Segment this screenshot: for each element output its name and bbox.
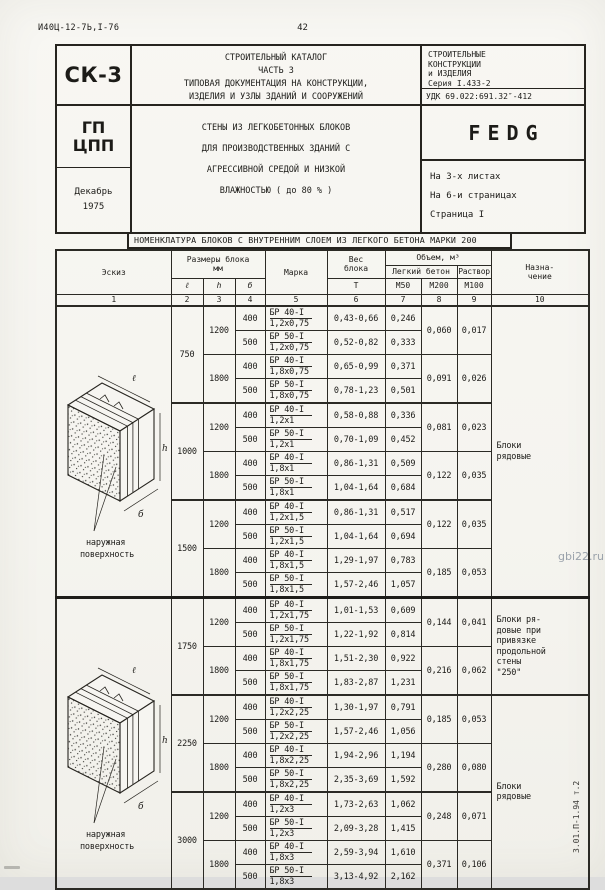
text-line: АГРЕССИВНОЙ СРЕДОЙ И НИЗКОЙ — [206, 165, 346, 175]
cell-width: 500 — [235, 379, 265, 404]
cell-length: 2250 — [171, 695, 203, 792]
cell-width: 400 — [235, 306, 265, 331]
title-block-row-1 — [57, 46, 584, 106]
cell-height: 1800 — [203, 744, 235, 793]
outer-surface-label: наружная — [85, 538, 126, 548]
cell-height: 1200 — [203, 306, 235, 355]
cell-volume-m50: 1,062 — [385, 792, 421, 817]
col-number: 6 — [327, 294, 385, 306]
cell-width: 500 — [235, 768, 265, 793]
cell-height: 1800 — [203, 355, 235, 404]
cell-width: 500 — [235, 671, 265, 696]
cell-weight: 2,35-3,69 — [327, 768, 385, 793]
table-row — [56, 306, 589, 331]
cell-mark: БР 50-I 1,8х2,25 — [265, 768, 327, 793]
col-number: 7 — [385, 294, 421, 306]
page-number: 42 — [297, 23, 308, 33]
cell-weight: 1,83-2,87 — [327, 671, 385, 696]
doc-code: И40Ц-12-7Ь,I-76 — [38, 23, 120, 33]
text-line: На 6-и страницах — [430, 191, 517, 201]
col-header-weight — [327, 250, 385, 278]
text-line: мм — [213, 264, 223, 274]
cell-height: 1200 — [203, 598, 235, 647]
col-header-mortar: Раствор — [457, 265, 491, 278]
table-row — [56, 598, 589, 623]
col-header-sketch: Эскиз — [56, 250, 171, 294]
cell-volume-m200: 0,185 — [421, 695, 457, 744]
cell-volume-m100: 0,035 — [457, 452, 491, 501]
cell-height: 1200 — [203, 695, 235, 744]
dim-l-label: ℓ — [131, 666, 136, 676]
text-line: ЧАСТЬ 3 — [258, 66, 294, 76]
cell-volume-m100: 0,053 — [457, 695, 491, 744]
cell-weight: 1,30-1,97 — [327, 695, 385, 720]
title-block-row-2 — [57, 106, 584, 232]
issue-date — [57, 168, 130, 232]
cell-width: 400 — [235, 695, 265, 720]
publisher-block — [57, 106, 132, 232]
stamp-block — [422, 106, 584, 232]
cell-purpose: Блоки рядовые — [491, 695, 589, 889]
cell-weight: 1,57-2,46 — [327, 720, 385, 744]
cell-volume-m50: 0,452 — [385, 428, 421, 452]
col-header-light-concrete: Легкий бетон — [385, 265, 457, 278]
cell-length: 750 — [171, 306, 203, 403]
cell-volume-m50: 0,684 — [385, 476, 421, 501]
col-number: 10 — [491, 294, 589, 306]
sketch-cell — [56, 598, 171, 890]
col-number: 1 — [56, 294, 171, 306]
cell-weight: 2,59-3,94 — [327, 841, 385, 865]
cell-mark: БР 50-I 1,8х0,75 — [265, 379, 327, 404]
cell-volume-m50: 0,694 — [385, 525, 421, 549]
cell-volume-m100: 0,053 — [457, 549, 491, 598]
block-sketch — [58, 333, 170, 567]
cell-volume-m200: 0,371 — [421, 841, 457, 890]
cell-weight: 1,01-1,53 — [327, 598, 385, 623]
cell-volume-m50: 0,517 — [385, 500, 421, 525]
title-block — [55, 44, 586, 234]
cell-width: 400 — [235, 403, 265, 428]
cell-mark: БР 40-I 1,8х1,5 — [265, 549, 327, 573]
outer-surface-label: наружная — [85, 830, 126, 840]
cell-width: 500 — [235, 865, 265, 890]
cell-mark: БР 40-I 1,2х1 — [265, 403, 327, 428]
cell-volume-m50: 0,509 — [385, 452, 421, 476]
text-line: Назна- — [525, 262, 555, 272]
text-line: Декабрь — [74, 187, 113, 197]
cell-length: 3000 — [171, 792, 203, 889]
cell-mark: БР 50-I 1,2х0,75 — [265, 331, 327, 355]
cell-height: 1200 — [203, 500, 235, 549]
text-line: Размеры блока — [186, 254, 250, 264]
text-line: ДЛЯ ПРОИЗВОДСТВЕННЫХ ЗДАНИЙ С — [201, 144, 351, 154]
cell-width: 400 — [235, 549, 265, 573]
text-line: 1975 — [82, 202, 105, 212]
stamp-code: FEDG — [422, 106, 584, 161]
cell-volume-m50: 0,814 — [385, 623, 421, 647]
watermark: gbi22.ru — [558, 550, 605, 563]
cell-width: 500 — [235, 331, 265, 355]
col-header-h: h — [203, 278, 235, 294]
text-line: СТЕНЫ ИЗ ЛЕГКОБЕТОННЫХ БЛОКОВ — [201, 123, 351, 133]
cell-mark: БР 50-I 1,8х1 — [265, 476, 327, 501]
cell-width: 400 — [235, 452, 265, 476]
catalog-name — [132, 46, 422, 104]
text-line: СТРОИТЕЛЬНЫЕ — [428, 50, 486, 59]
cell-volume-m200: 0,060 — [421, 306, 457, 355]
cell-mark: БР 40-I 1,2х1,75 — [265, 598, 327, 623]
col-number: 2 — [171, 294, 203, 306]
cell-mark: БР 40-I 1,2х0,75 — [265, 306, 327, 331]
nomenclature-table — [55, 249, 590, 890]
cell-volume-m50: 0,501 — [385, 379, 421, 404]
cell-width: 500 — [235, 476, 265, 501]
cell-length: 1000 — [171, 403, 203, 500]
cell-weight: 0,52-0,82 — [327, 331, 385, 355]
cell-volume-m200: 0,122 — [421, 452, 457, 501]
cell-volume-m50: 1,194 — [385, 744, 421, 768]
cell-volume-m100: 0,062 — [457, 647, 491, 696]
cell-width: 400 — [235, 647, 265, 671]
column-numbers-row — [56, 294, 589, 306]
cell-volume-m50: 1,231 — [385, 671, 421, 696]
cell-weight: 1,57-2,46 — [327, 573, 385, 598]
cell-volume-m50: 2,162 — [385, 865, 421, 890]
dim-b-label: б — [137, 510, 144, 520]
cell-mark: БР 50-I 1,2х1 — [265, 428, 327, 452]
publisher-abbrev — [57, 106, 130, 168]
cell-width: 400 — [235, 841, 265, 865]
text-line: Страница I — [430, 210, 485, 220]
cell-weight: 0,78-1,23 — [327, 379, 385, 404]
cell-volume-m100: 0,023 — [457, 403, 491, 452]
series-code: СК-3 — [57, 46, 132, 104]
dim-l-label: ℓ — [131, 374, 136, 384]
text-line: ТИПОВАЯ ДОКУМЕНТАЦИЯ НА КОНСТРУКЦИИ, — [183, 79, 369, 89]
cell-mark: БР 50-I 1,2х2,25 — [265, 720, 327, 744]
cell-mark: БР 50-I 1,2х1,75 — [265, 623, 327, 647]
cell-volume-m200: 0,280 — [421, 744, 457, 793]
col-number: 4 — [235, 294, 265, 306]
cell-width: 400 — [235, 355, 265, 379]
cell-weight: 0,70-1,09 — [327, 428, 385, 452]
col-header-weight-unit: Т — [327, 278, 385, 294]
cell-length: 1500 — [171, 500, 203, 598]
cell-volume-m50: 0,791 — [385, 695, 421, 720]
cell-width: 400 — [235, 598, 265, 623]
cell-width: 500 — [235, 573, 265, 598]
subject-title — [132, 106, 422, 232]
col-header-l: ℓ — [171, 278, 203, 294]
block-sketch — [58, 625, 170, 859]
cell-weight: 1,04-1,64 — [327, 476, 385, 501]
sketch-cell — [56, 306, 171, 598]
cell-weight: 0,65-0,99 — [327, 355, 385, 379]
cell-mark: БР 40-I 1,8х0,75 — [265, 355, 327, 379]
cell-weight: 0,86-1,31 — [327, 452, 385, 476]
cell-volume-m100: 0,017 — [457, 306, 491, 355]
cell-width: 400 — [235, 744, 265, 768]
text-line: КОНСТРУКЦИИ — [428, 59, 481, 69]
cell-width: 500 — [235, 720, 265, 744]
text-line: Серия I.433-2 — [428, 78, 491, 88]
cell-volume-m50: 0,783 — [385, 549, 421, 573]
text-line: ВЛАЖНОСТЬЮ ( до 80 % ) — [219, 186, 333, 196]
text-line: ГП — [81, 117, 106, 137]
cell-volume-m100: 0,080 — [457, 744, 491, 793]
cell-volume-m200: 0,122 — [421, 500, 457, 549]
outer-surface-label: поверхность — [79, 842, 134, 852]
table-title: НОМЕНКЛАТУРА БЛОКОВ С ВНУТРЕННИМ СЛОЕМ ИЗ ЛЕГКОГО БЕТОНА МАРКИ 200 — [127, 232, 512, 249]
sheet-info — [422, 161, 584, 232]
cell-height: 1800 — [203, 452, 235, 501]
cell-volume-m100: 0,026 — [457, 355, 491, 404]
text-line: Вес — [348, 254, 364, 264]
cell-volume-m100: 0,041 — [457, 598, 491, 647]
col-number: 3 — [203, 294, 235, 306]
cell-volume-m50: 0,609 — [385, 598, 421, 623]
cell-mark: БР 40-I 1,2х1,5 — [265, 500, 327, 525]
col-header-m200: М200 — [421, 278, 457, 294]
dim-h-label: h — [161, 444, 168, 454]
org-block — [422, 46, 584, 104]
cell-volume-m200: 0,248 — [421, 792, 457, 841]
cell-volume-m200: 0,216 — [421, 647, 457, 696]
cell-volume-m50: 0,922 — [385, 647, 421, 671]
cell-weight: 1,73-2,63 — [327, 792, 385, 817]
cell-width: 500 — [235, 525, 265, 549]
text-line: ИЗДЕЛИЯ И УЗЛЫ ЗДАНИЙ И СООРУЖЕНИЙ — [189, 92, 363, 102]
cell-mark: БР 40-I 1,2х3 — [265, 792, 327, 817]
cell-width: 500 — [235, 623, 265, 647]
cell-weight: 1,94-2,96 — [327, 744, 385, 768]
cell-volume-m50: 1,592 — [385, 768, 421, 793]
col-header-purpose — [491, 250, 589, 294]
cell-weight: 0,86-1,31 — [327, 500, 385, 525]
scan-artifact — [4, 866, 20, 869]
cell-mark: БР 40-I 1,8х2,25 — [265, 744, 327, 768]
cell-volume-m100: 0,106 — [457, 841, 491, 890]
cell-weight: 1,29-1,97 — [327, 549, 385, 573]
cell-width: 500 — [235, 817, 265, 841]
cell-width: 400 — [235, 792, 265, 817]
cell-weight: 1,04-1,64 — [327, 525, 385, 549]
org-name — [422, 46, 584, 88]
cell-mark: БР 40-I 1,8х3 — [265, 841, 327, 865]
cell-weight: 0,43-0,66 — [327, 306, 385, 331]
dim-b-label: б — [137, 802, 144, 812]
cell-volume-m50: 0,333 — [385, 331, 421, 355]
cell-height: 1800 — [203, 841, 235, 890]
cell-mark: БР 50-I 1,8х1,5 — [265, 573, 327, 598]
cell-volume-m200: 0,081 — [421, 403, 457, 452]
udk-code: УДК 69.022:691.32″-412 — [422, 88, 584, 104]
cell-mark: БР 50-I 1,8х3 — [265, 865, 327, 890]
cell-weight: 1,22-1,92 — [327, 623, 385, 647]
cell-mark: БР 40-I 1,8х1,75 — [265, 647, 327, 671]
cell-volume-m50: 1,056 — [385, 720, 421, 744]
header-row — [56, 250, 589, 265]
cell-width: 400 — [235, 500, 265, 525]
cell-purpose: Блоки ря- довые при привязке продольной стены "250" — [491, 598, 589, 696]
col-header-mark: Марка — [265, 250, 327, 294]
col-header-volume: Объем, м³ — [385, 250, 491, 265]
cell-volume-m50: 0,246 — [385, 306, 421, 331]
cell-volume-m200: 0,144 — [421, 598, 457, 647]
cell-height: 1800 — [203, 647, 235, 696]
cell-height: 1800 — [203, 549, 235, 598]
cell-volume-m50: 1,057 — [385, 573, 421, 598]
text-line: и ИЗДЕЛИЯ — [428, 69, 472, 78]
cell-volume-m200: 0,091 — [421, 355, 457, 404]
col-number: 5 — [265, 294, 327, 306]
cell-volume-m200: 0,185 — [421, 549, 457, 598]
cell-height: 1200 — [203, 403, 235, 452]
cell-weight: 1,51-2,30 — [327, 647, 385, 671]
cell-mark: БР 50-I 1,2х3 — [265, 817, 327, 841]
col-header-m100: М100 — [457, 278, 491, 294]
cell-width: 500 — [235, 428, 265, 452]
text-line: СТРОИТЕЛЬНЫЙ КАТАЛОГ — [224, 53, 328, 63]
text-line: На 3-х листах — [430, 172, 501, 182]
col-header-m50: М50 — [385, 278, 421, 294]
cell-purpose: Блоки рядовые — [491, 306, 589, 598]
col-header-b: б — [235, 278, 265, 294]
cell-weight: 2,09-3,28 — [327, 817, 385, 841]
col-number: 8 — [421, 294, 457, 306]
cell-mark: БР 40-I 1,8х1 — [265, 452, 327, 476]
cell-volume-m50: 0,336 — [385, 403, 421, 428]
cell-weight: 0,58-0,88 — [327, 403, 385, 428]
cell-volume-m100: 0,071 — [457, 792, 491, 841]
cell-volume-m50: 1,610 — [385, 841, 421, 865]
dim-h-label: h — [161, 736, 168, 746]
text-line: ЦПП — [72, 135, 115, 155]
text-line: чение — [527, 272, 552, 282]
cell-volume-m50: 0,371 — [385, 355, 421, 379]
cell-length: 1750 — [171, 598, 203, 696]
cell-mark: БР 50-I 1,2х1,5 — [265, 525, 327, 549]
cell-volume-m50: 1,415 — [385, 817, 421, 841]
col-header-dims — [171, 250, 265, 278]
cell-mark: БР 50-I 1,8х1,75 — [265, 671, 327, 696]
cell-mark: БР 40-I 1,2х2,25 — [265, 695, 327, 720]
outer-surface-label: поверхность — [79, 550, 134, 560]
cell-height: 1200 — [203, 792, 235, 841]
col-number: 9 — [457, 294, 491, 306]
cell-weight: 3,13-4,92 — [327, 865, 385, 890]
cell-volume-m100: 0,035 — [457, 500, 491, 549]
text-line: блока — [343, 264, 369, 274]
side-note: 3.01.П-1.94 т.2 — [572, 780, 581, 853]
